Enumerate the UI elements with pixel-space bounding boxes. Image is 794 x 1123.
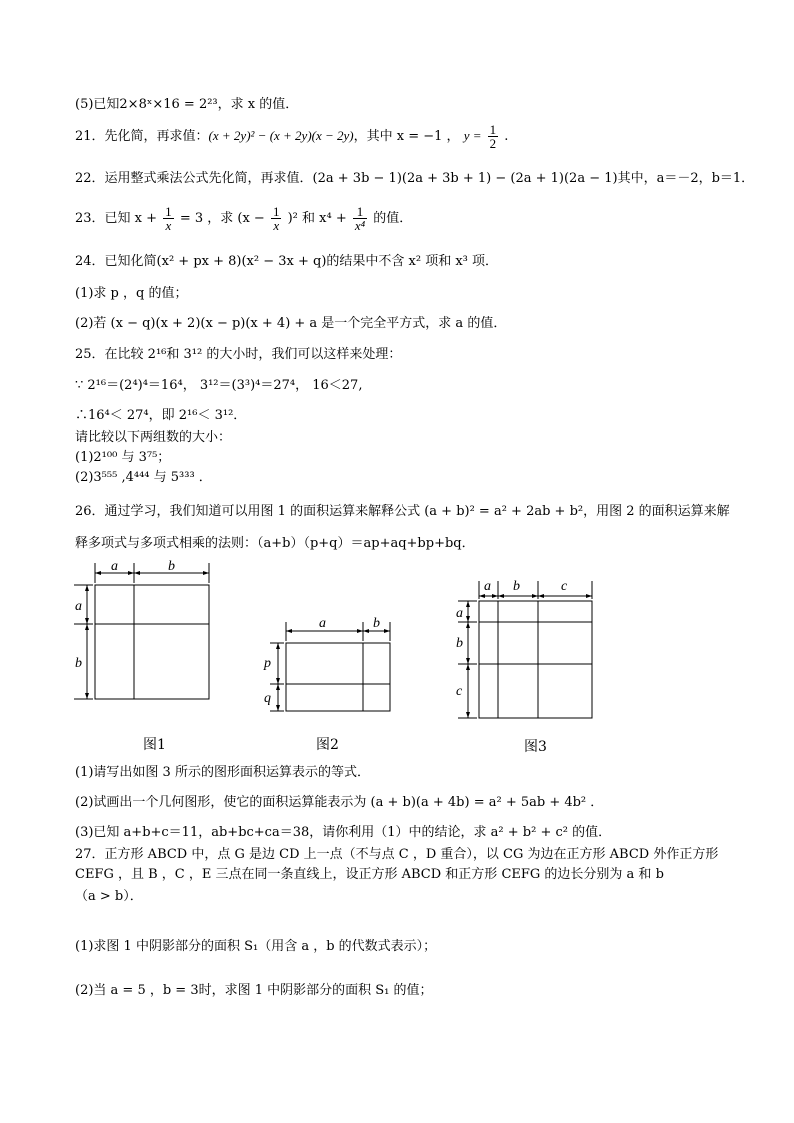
q26-part1: (1)请写出如图 3 所示的图形面积运算表示的等式． <box>75 765 370 780</box>
q23 <box>75 205 412 232</box>
fig3-caption: 图3 <box>524 739 547 755</box>
q23-frac2 <box>271 205 282 232</box>
q21 <box>75 123 508 150</box>
q21-frac-num: 1 <box>489 122 497 137</box>
q25-line5: (2)3⁵⁵⁵ ,4⁴⁴⁴ 与 5³³³ ． <box>75 470 212 485</box>
q26-stem-1: 26．通过学习，我们知道可以用图 1 的面积运算来解释公式 (a + b)² = a² + 2ab + b²，用图 2 的面积运算来解 <box>75 504 730 519</box>
q27-part2: (2)当 a = 5 ，b = 3时，求图 1 中阴影部分的面积 S₁ 的值； <box>75 983 433 998</box>
figure-1 <box>70 558 220 708</box>
q21-frac-den: 2 <box>489 136 497 151</box>
fig2-label-a: a <box>319 616 326 631</box>
q21-y-label: y = <box>463 128 482 143</box>
q21-expr: (x + 2y)² − (x + 2y)(x − 2y) <box>208 128 354 143</box>
q21-cond: ，其中 x = −1 ， <box>353 129 460 144</box>
q24-part1: (1)求 p ，q 的值； <box>75 286 188 301</box>
q26-part3: (3)已知 a+b+c＝11，ab+bc+ca＝38，请你利用（1）中的结论，求 a² + b² + c² 的值． <box>75 825 612 840</box>
q23-lead: 23．已知 x + <box>75 211 158 226</box>
fig1-caption: 图1 <box>143 737 166 753</box>
q27-stem-2: CEFG ，且 B ，C ，E 三点在同一条直线上，设正方形 ABCD 和正方形 CEFG 的边长分别为 a 和 b <box>75 867 664 882</box>
fig3-label-b: b <box>513 579 520 594</box>
q25-line4: (1)2¹⁰⁰ 与 3⁷⁵； <box>75 450 171 465</box>
fig1-label-b: b <box>168 559 175 574</box>
q23-frac3-num: 1 <box>353 205 367 219</box>
q23-frac1-den: x <box>165 218 172 233</box>
fig2-label-b: b <box>373 616 380 631</box>
q25-stem: 25．在比较 2¹⁶和 3¹² 的大小时，我们可以这样来处理： <box>75 347 402 362</box>
fig3-label-c-vertical: c <box>456 684 463 699</box>
fig1-label-b-vertical: b <box>75 656 82 671</box>
fig3-label-c: c <box>561 579 568 594</box>
figure-3 <box>450 573 600 723</box>
q23-frac3 <box>353 205 367 232</box>
q27-part1: (1)求图 1 中阴影部分的面积 S₁（用含 a ，b 的代数式表示）； <box>75 939 437 954</box>
q23-sq: )² 和 x⁴ + <box>287 211 347 226</box>
fig1-label-a: a <box>111 559 118 574</box>
q23-end: 的值． <box>373 211 413 226</box>
q27-stem-1: 27．正方形 ABCD 中，点 G 是边 CD 上一点（不与点 C ，D 重合），以 CG 为边在正方形 ABCD 外作正方形 <box>75 847 719 862</box>
q21-fraction <box>488 123 499 150</box>
fig3-label-b-vertical: b <box>456 636 463 651</box>
q23-frac2-den: x <box>273 218 280 233</box>
fig1-label-a-vertical: a <box>75 599 82 614</box>
q23-frac3-den: x⁴ <box>354 218 366 233</box>
q20-part5: (5)已知2×8ˣ×16 = 2²³，求 x 的值． <box>75 97 299 112</box>
fig2-label-q: q <box>264 691 271 706</box>
fig3-label-a: a <box>484 579 491 594</box>
q25-line1: ∵ 2¹⁶＝(2⁴)⁴＝16⁴， 3¹²＝(3³)⁴＝27⁴， 16＜27, <box>75 378 363 393</box>
q23-eq3: = 3 ，求 (x − <box>179 211 265 226</box>
q26-part2: (2)试画出一个几何图形，使它的面积运算能表示为 (a + b)(a + 4b) = a² + 5ab + 4b² ． <box>75 795 604 810</box>
fig2-label-p: p <box>264 656 271 671</box>
q23-frac1-num: 1 <box>165 204 172 219</box>
q21-lead: 21．先化简，再求值： <box>75 129 209 144</box>
q23-frac1 <box>163 205 174 232</box>
q25-line3: 请比较以下两组数的大小： <box>75 430 232 445</box>
q22: 22．运用整式乘法公式先化简，再求值．(2a + 3b − 1)(2a + 3b + 1) − (2a + 1)(2a − 1)其中，a＝－2，b＝1． <box>75 171 755 186</box>
q26-stem-2: 释多项式与多项式相乘的法则：（a+b）（p+q）＝ap+aq+bp+bq． <box>75 536 475 551</box>
q24-part2: (2)若 (x − q)(x + 2)(x − p)(x + 4) + a 是一个完全平方式，求 a 的值． <box>75 316 507 331</box>
fig3-label-a-vertical: a <box>456 606 463 621</box>
q27-stem-3: （a > b）． <box>75 889 143 904</box>
q21-end: . <box>504 129 509 144</box>
q25-line2: ∴16⁴＜ 27⁴，即 2¹⁶＜ 3¹²． <box>75 408 247 423</box>
q23-frac2-num: 1 <box>272 204 280 219</box>
fig2-caption: 图2 <box>316 737 339 753</box>
figure-2 <box>258 612 398 717</box>
q24-stem: 24．已知化简(x² + px + 8)(x² − 3x + q)的结果中不含 x² 项和 x³ 项． <box>75 254 499 269</box>
